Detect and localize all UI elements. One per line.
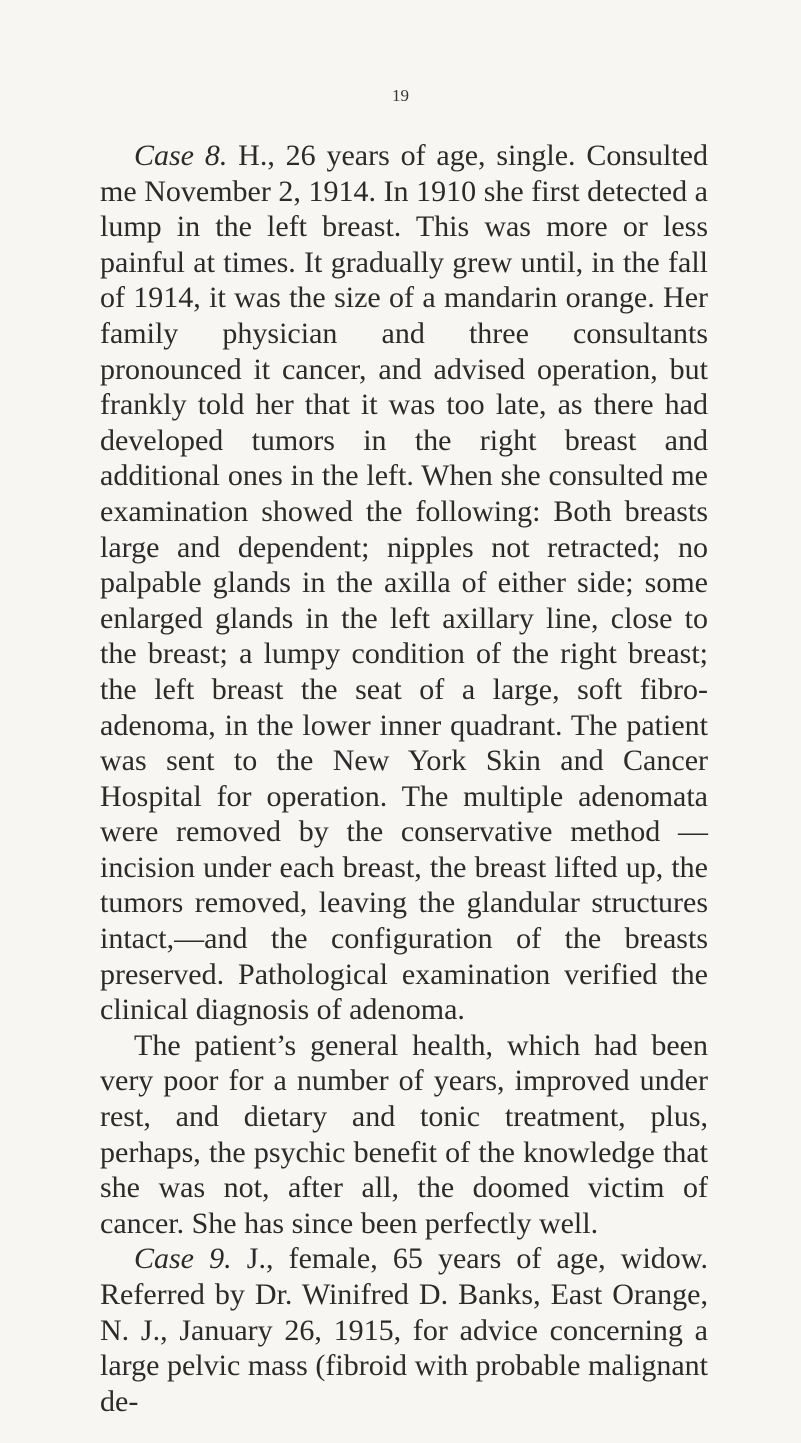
- paragraph-text: The patient’s general health, which had been very poor for a number of years, improved under rest, and dietary and tonic treatment, plus, perhaps, the psychic benefit of the knowledge that she was not, after all, the doomed victim of cancer. She has since been perfectly well.: [100, 1028, 708, 1240]
- paragraph-text: J., female, 65 years of age, widow. Referred by Dr. Winifred D. Banks, East Orange, N. J., January 26, 1915, for advice concerning a large pelvic mass (fibroid with probable malignant de-: [100, 1242, 708, 1418]
- body-text: [100, 138, 708, 1419]
- paragraph-case-8: [100, 138, 708, 1028]
- case-label: Case 8.: [134, 139, 228, 172]
- paragraph-case-9: [100, 1241, 708, 1419]
- page-number: 19: [392, 86, 409, 105]
- paragraph-general-health: [100, 1028, 708, 1242]
- case-label: Case 9.: [134, 1242, 232, 1276]
- paragraph-text: H., 26 years of age, single. Consulted me November 2, 1914. In 1910 she first detected a lump in the left breast. This was more or less painful at times. It gradually grew until, in the fall of 1914, it was the size of a mandarin orange. Her family physician and three consultants pronounced it cancer, and advised operation, but frankly told her that it was too late, as there had developed tumors in the right breast and additional ones in the left. When she consulted me examination showed the following: Both breasts large and dependent; nipples not retracted; no palpable glands in the axilla of either side; some enlarged glands in the left axillary line, close to the breast; a lumpy condition of the right breast; the left breast the seat of a large, soft fibro-adenoma, in the lower inner quadrant. The patient was sent to the New York Skin and Cancer Hospital for operation. The multiple adenomata were removed by the conservative method —incision under each breast, the breast lifted up, the tumors removed, leaving the glandular structures intact,—and the configuration of the breasts preserved. Pathological examination verified the clinical diagnosis of adenoma.: [100, 139, 708, 1027]
